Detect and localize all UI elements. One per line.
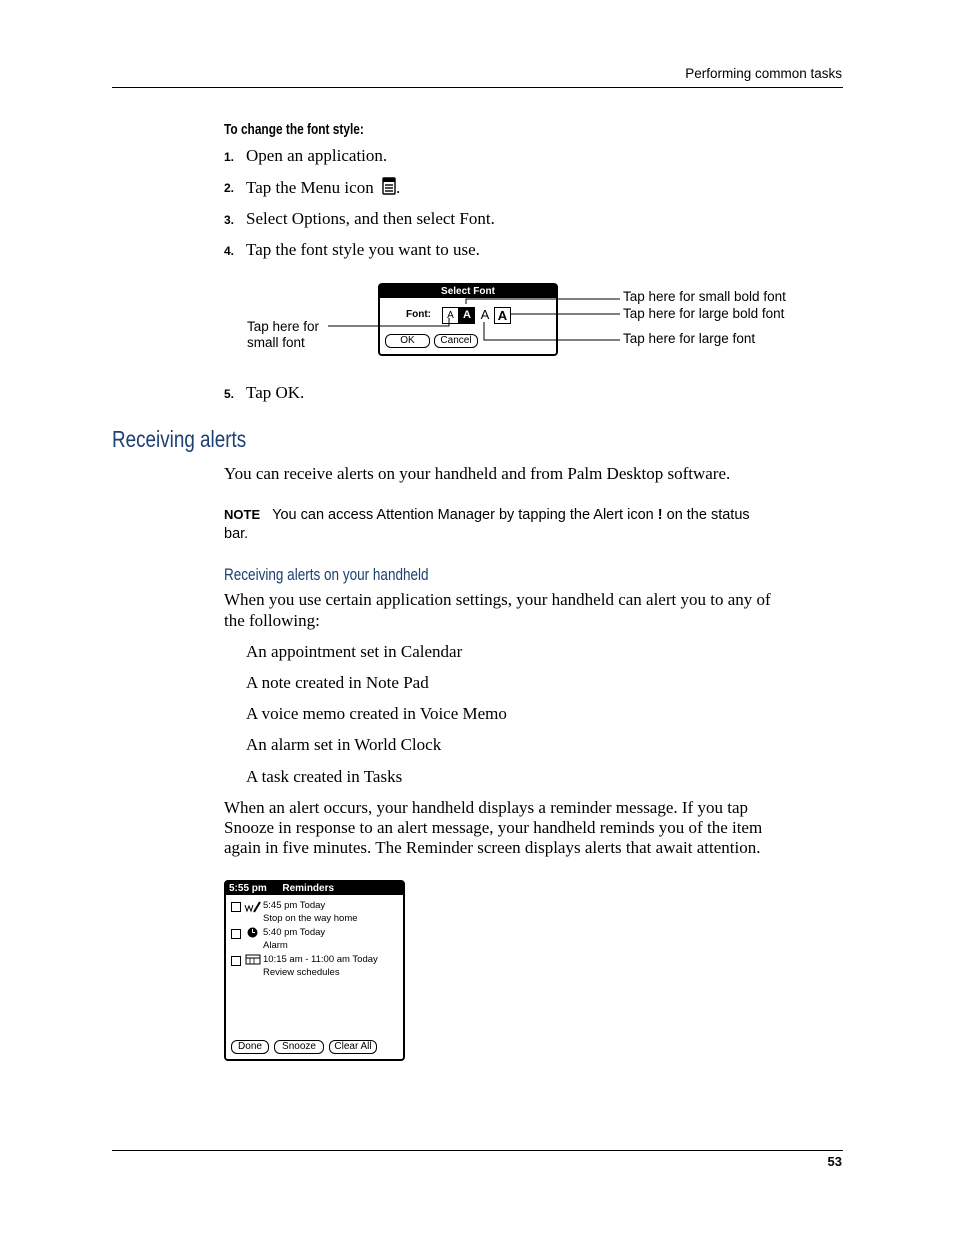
reminders-title: Reminders: [282, 883, 335, 894]
callout-small-font-2: small font: [247, 335, 305, 350]
clock-icon: [247, 927, 258, 938]
para1-line1: When you use certain application settings, your handheld can alert you to any of: [224, 590, 771, 609]
clear-all-button[interactable]: Clear All: [329, 1040, 377, 1054]
step-text-main: Tap the Menu icon: [246, 178, 374, 197]
step-number: 3.: [224, 213, 235, 227]
font-label: Font:: [406, 309, 431, 320]
list-item: An appointment set in Calendar: [246, 642, 463, 661]
reminder-entry-time: 10:15 am - 11:00 am Today: [263, 954, 378, 965]
page-number: 53: [827, 1154, 842, 1169]
font-option-small-bold[interactable]: A: [459, 307, 475, 324]
callout-small-font-1: Tap here for: [247, 319, 320, 334]
list-item: A task created in Tasks: [246, 767, 403, 786]
callout-small-bold: Tap here for small bold font: [623, 289, 786, 304]
list-item: A note created in Note Pad: [246, 673, 429, 692]
para1-line2: the following:: [224, 611, 320, 630]
reminders-screen: [224, 880, 405, 1061]
reminder-entry-desc: Stop on the way home: [263, 913, 358, 924]
reminder-checkbox[interactable]: [231, 929, 241, 939]
snooze-button[interactable]: Snooze: [274, 1040, 324, 1054]
running-title: Performing common tasks: [685, 66, 842, 81]
reminder-checkbox[interactable]: [231, 902, 241, 912]
reminder-entry-time: 5:45 pm Today: [263, 900, 326, 911]
subheading: Receiving alerts on your handheld: [224, 566, 429, 584]
step-text: Tap OK.: [246, 383, 305, 402]
footer-rule: [112, 1150, 843, 1151]
callout-large: Tap here for large font: [623, 331, 756, 346]
reminder-entry-time: 5:40 pm Today: [263, 927, 326, 938]
step-number: 4.: [224, 244, 235, 258]
note-line2: bar.: [224, 526, 249, 542]
reminders-time: 5:55 pm: [229, 883, 267, 894]
note-text: You can access Attention Manager by tapping the Alert icon: [272, 507, 654, 523]
alert-icon: !: [657, 507, 663, 523]
reminders-titlebar: [226, 882, 403, 895]
callout-large-bold: Tap here for large bold font: [623, 306, 785, 321]
font-option-large-bold[interactable]: A: [494, 307, 511, 324]
step-text: Tap the font style you want to use.: [246, 240, 480, 259]
para2-line3: again in five minutes. The Reminder screen displays alerts that await attention.: [224, 838, 761, 857]
step-text: Select Options, and then select Font.: [246, 209, 495, 228]
step-text: Open an application.: [246, 146, 388, 165]
section-title: Receiving alerts: [112, 426, 247, 452]
step-suffix: .: [395, 178, 401, 197]
section-intro: You can receive alerts on your handheld and from Palm Desktop software.: [224, 464, 731, 483]
step-number: 1.: [224, 150, 235, 164]
step-number: 2.: [224, 181, 235, 195]
note: [224, 507, 750, 523]
note-text-cont: on the status: [666, 507, 750, 523]
para2-line1: When an alert occurs, your handheld displays a reminder message. If you tap: [224, 798, 748, 817]
cancel-button[interactable]: Cancel: [434, 334, 478, 348]
note-label: NOTE: [224, 507, 261, 522]
reminder-checkbox[interactable]: [231, 956, 241, 966]
procedure-heading: To change the font style:: [224, 122, 364, 138]
reminder-entry-desc: Review schedules: [263, 967, 340, 978]
note-pen-icon: [244, 901, 262, 913]
reminder-entry-desc: Alarm: [263, 940, 288, 951]
calendar-icon: [245, 954, 261, 965]
font-option-small[interactable]: A: [442, 307, 459, 324]
list-item: A voice memo created in Voice Memo: [246, 704, 507, 723]
para2-line2: Snooze in response to an alert message, your handheld reminds you of the item: [224, 818, 763, 837]
list-item: An alarm set in World Clock: [246, 735, 442, 754]
ok-button[interactable]: OK: [385, 334, 430, 348]
done-button[interactable]: Done: [231, 1040, 269, 1054]
font-option-large[interactable]: A: [480, 307, 490, 322]
callout-lines: [0, 0, 954, 400]
dialog-title: Select Font: [380, 285, 556, 298]
step-number: 5.: [224, 387, 235, 401]
